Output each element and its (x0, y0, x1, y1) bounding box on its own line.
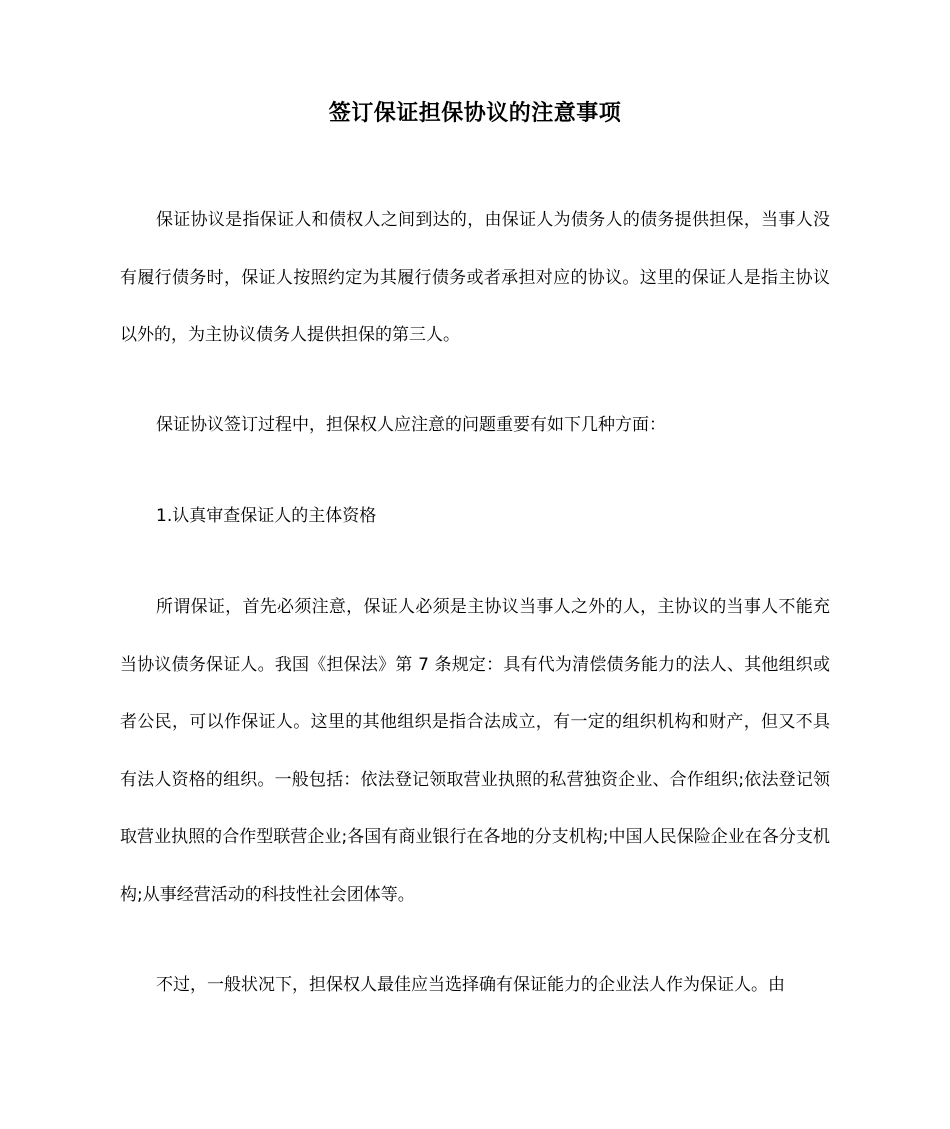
paragraph-recommendation: 不过，一般状况下，担保权人最佳应当选择确有保证能力的企业法人作为保证人。由 (156, 975, 785, 995)
document-title: 签订保证担保协议的注意事项 (328, 101, 622, 126)
paragraph-guarantor-qualification: 所谓保证，首先必须注意，保证人必须是主协议当事人之外的人，主协议的当事人不能充当协议债务保证人。我国《担保法》第 7 条规定：具有代为清偿债务能力的法人、其他组织或者公民，可以作保证人。这里的其他组织是指合法成立，有一定的组织机构和财产，但又不具有法人资格的组织。一般包括：依法登记领取营业执照的私营独资企业、合作组织;依法登记领取营业执照的合作型联营企业;各国有商业银行在各地的分支机构;中国人民保险企业在各分支机构;从事经营活动的科技性社会团体等。 (120, 597, 830, 905)
paragraph-intro: 保证协议签订过程中，担保权人应注意的问题重要有如下几种方面： (156, 415, 666, 435)
paragraph-definition: 保证协议是指保证人和债权人之间到达的，由保证人为债务人的债务提供担保，当事人没有履行债务时，保证人按照约定为其履行债务或者承担对应的协议。这里的保证人是指主协议以外的，为主协议债务人提供担保的第三人。 (120, 210, 830, 345)
section-heading-1: 1.认真审查保证人的主体资格 (156, 506, 377, 526)
